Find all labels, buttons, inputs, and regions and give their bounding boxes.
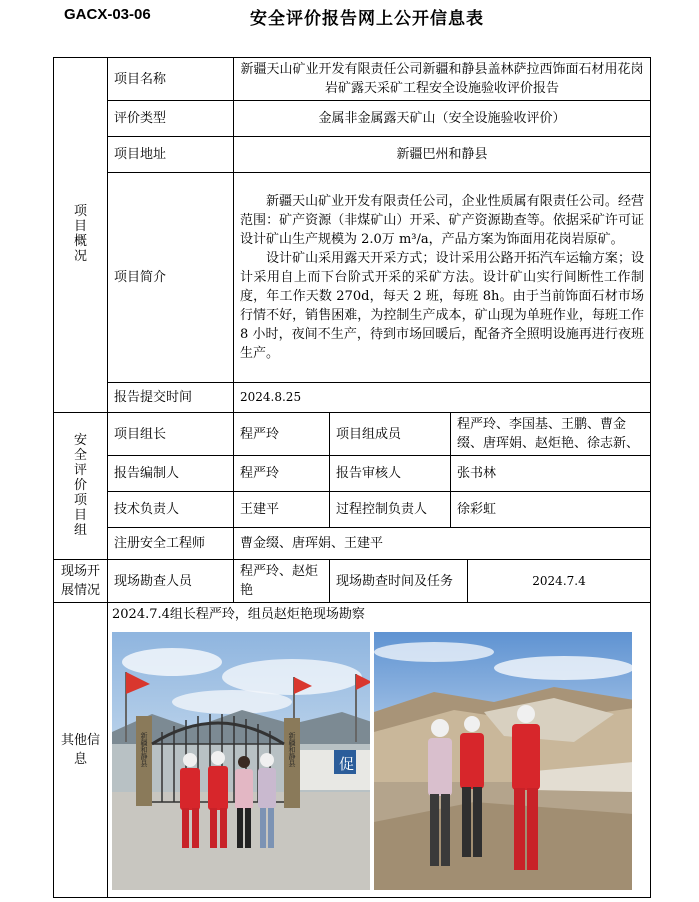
evaluation-type-label: 评价类型 [108, 101, 234, 137]
gate-sign-right: 新疆和静县 [288, 732, 296, 767]
gate-sign-left: 新疆和静县 [140, 732, 148, 767]
process-control-label: 过程控制负责人 [330, 492, 451, 528]
submit-time-value: 2024.8.25 [234, 383, 651, 413]
team-members-label: 项目组成员 [330, 413, 451, 456]
safety-engineer-label: 注册安全工程师 [108, 528, 234, 560]
safety-engineer-value: 曹金缀、唐珲娟、王建平 [234, 528, 651, 560]
page-title: 安全评价报告网上公开信息表 [250, 9, 484, 29]
site-survey-time-value: 2024.7.4 [468, 560, 651, 603]
info-table [53, 57, 651, 898]
project-name-value: 新疆天山矿业开发有限责任公司新疆和静县盖林萨拉西饰面石材用花岗岩矿露天采矿工程安全设施验收评价报告 [234, 58, 651, 101]
report-author-value: 程严玲 [234, 456, 330, 492]
process-control-value: 徐彩虹 [451, 492, 651, 528]
site-visit-note: 2024.7.4组长程严玲，组员赵炬艳现场勘察 [112, 607, 365, 622]
gate-banner-text: 促 [339, 755, 355, 773]
gate-photo-image [112, 632, 370, 890]
site-survey-value: 程严玲、赵炬艳 [234, 560, 330, 603]
project-address-value: 新疆巴州和静县 [234, 137, 651, 173]
section-site-work: 现场开展情况 [54, 560, 108, 603]
team-leader-value: 程严玲 [234, 413, 330, 456]
section-evaluation-team: 安全评价项目组 [54, 413, 108, 560]
project-intro-value [234, 173, 651, 383]
quarry-photo-image [374, 632, 632, 890]
evaluation-type-value: 金属非金属露天矿山（安全设施验收评价） [234, 101, 651, 137]
submit-time-label: 报告提交时间 [108, 383, 234, 413]
tech-lead-value: 王建平 [234, 492, 330, 528]
intro-paragraph-1: 新疆天山矿业开发有限责任公司，企业性质属有限责任公司。经营范围：矿产资源（非煤矿山）开采、矿产资源勘查等。依据采矿许可证设计矿山生产规模为 2.0万 m³/a，产品方案为饰面用花岗岩原矿。 [240, 194, 645, 247]
project-name-label: 项目名称 [108, 58, 234, 101]
site-survey-time-label: 现场勘查时间及任务 [330, 560, 468, 603]
photo-row [108, 626, 650, 894]
report-author-label: 报告编制人 [108, 456, 234, 492]
project-address-label: 项目地址 [108, 137, 234, 173]
document-code: GACX-03-06 [64, 6, 151, 23]
other-info-cell [108, 603, 651, 898]
site-survey-label: 现场勘查人员 [108, 560, 234, 603]
team-members-value: 程严玲、李国基、王鹏、曹金缀、唐珲娟、赵炬艳、徐志新、 [451, 413, 651, 456]
team-leader-label: 项目组长 [108, 413, 234, 456]
report-reviewer-label: 报告审核人 [330, 456, 451, 492]
section-project-overview: 项目概况 [54, 58, 108, 413]
intro-paragraph-2: 设计矿山采用露天开采方式；设计采用公路开拓汽车运输方案；设计采用自上而下台阶式开采的采矿方法。设计矿山实行间断性工作制度，年工作天数 270d，每天 2 班，每班 8h。由于当前饰面石材市场行情不好，销售困难，为控制生产成本，矿山现为单班作业，每班工作 8 小时，夜间不生产，待到市场回暖后，配备齐全照明设施再进行夜班生产。 [240, 251, 645, 361]
section-other-info: 其他信息 [54, 603, 108, 898]
report-reviewer-value: 张书林 [451, 456, 651, 492]
site-photo-quarry [374, 632, 632, 890]
tech-lead-label: 技术负责人 [108, 492, 234, 528]
site-photo-gate [112, 632, 370, 890]
project-intro-label: 项目简介 [108, 173, 234, 383]
